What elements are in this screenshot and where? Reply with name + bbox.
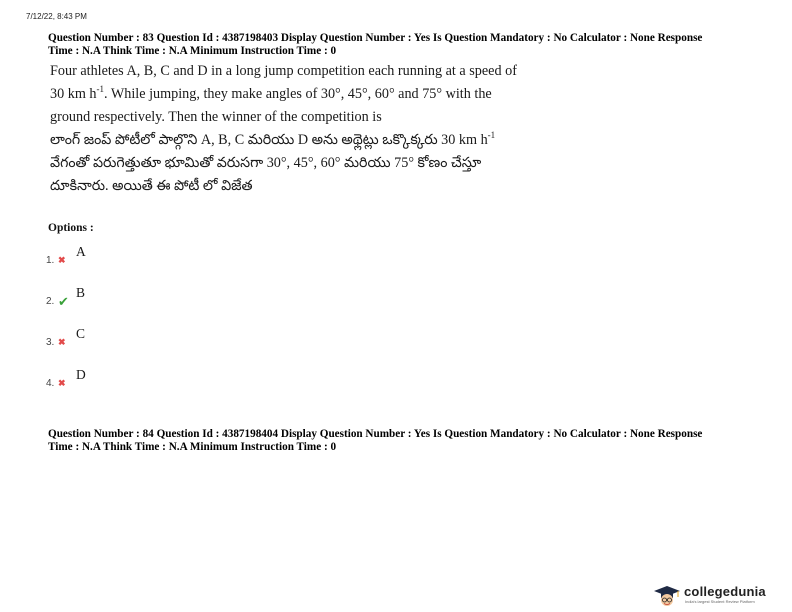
option-2 <box>46 285 246 307</box>
question-text-line: Four athletes A, B, C and D in a long jump competition each running at a speed of <box>50 63 517 79</box>
option-label: A <box>76 244 86 259</box>
option-number: 4. <box>46 378 55 389</box>
option-1 <box>46 244 246 266</box>
option-3 <box>46 326 246 348</box>
logo-tagline: India's largest Student Review Platform <box>685 599 755 604</box>
telugu-text-line: దూకినారు. అయితే ఈ పోటీ లో విజేత <box>50 178 253 194</box>
logo-wordmark: collegedunia <box>684 584 766 599</box>
cross-icon: ✖ <box>58 378 66 388</box>
cross-icon: ✖ <box>58 255 66 265</box>
question-83-header-line1: Question Number : 83 Question Id : 4387198403 Display Question Number : Yes Is Question Mandatory : No Calculator : None Response <box>48 32 703 44</box>
superscript: -1 <box>487 130 496 140</box>
question-text-segment: 30 km h <box>50 86 97 102</box>
option-label: D <box>76 367 86 382</box>
option-number: 2. <box>46 296 55 307</box>
question-text-segment: . While jumping, they make angles of 30°, 45°, 60° and 75° with the <box>104 86 492 102</box>
question-84-header <box>48 428 768 454</box>
telugu-text-segment: లాంగ్ జంప్ పోటీలో పాల్గొని A, B, C మరియు D అను అథ్లెట్లు ఒక్కొక్కరు 30 km h <box>50 132 488 148</box>
cross-icon: ✖ <box>58 337 66 347</box>
question-84-header-line1: Question Number : 84 Question Id : 4387198404 Display Question Number : Yes Is Question Mandatory : No Calculator : None Response <box>48 428 703 440</box>
print-timestamp: 7/12/22, 8:43 PM <box>26 12 87 21</box>
superscript: -1 <box>96 84 105 94</box>
graduate-cap-icon <box>652 583 682 607</box>
option-label: B <box>76 285 86 300</box>
option-number: 1. <box>46 255 55 266</box>
question-83-header <box>48 32 768 58</box>
option-label: C <box>76 326 86 341</box>
telugu-text-line <box>50 129 590 152</box>
check-icon: ✔ <box>58 294 69 309</box>
question-83-header-line2: Time : N.A Think Time : N.A Minimum Instruction Time : 0 <box>48 45 337 57</box>
question-text-line: ground respectively. Then the winner of the competition is <box>50 109 382 125</box>
option-number: 3. <box>46 337 55 348</box>
question-text-line <box>50 83 590 106</box>
option-4 <box>46 367 246 389</box>
collegedunia-logo <box>652 583 784 607</box>
question-83-text <box>50 60 590 198</box>
options-label: Options : <box>48 222 94 234</box>
telugu-text-line: వేగంతో పరుగెత్తుతూ భూమితో వరుసగా 30°, 45°, 60° మరియు 75° కోణం చేస్తూ <box>50 155 482 171</box>
question-84-header-line2: Time : N.A Think Time : N.A Minimum Instruction Time : 0 <box>48 441 337 453</box>
